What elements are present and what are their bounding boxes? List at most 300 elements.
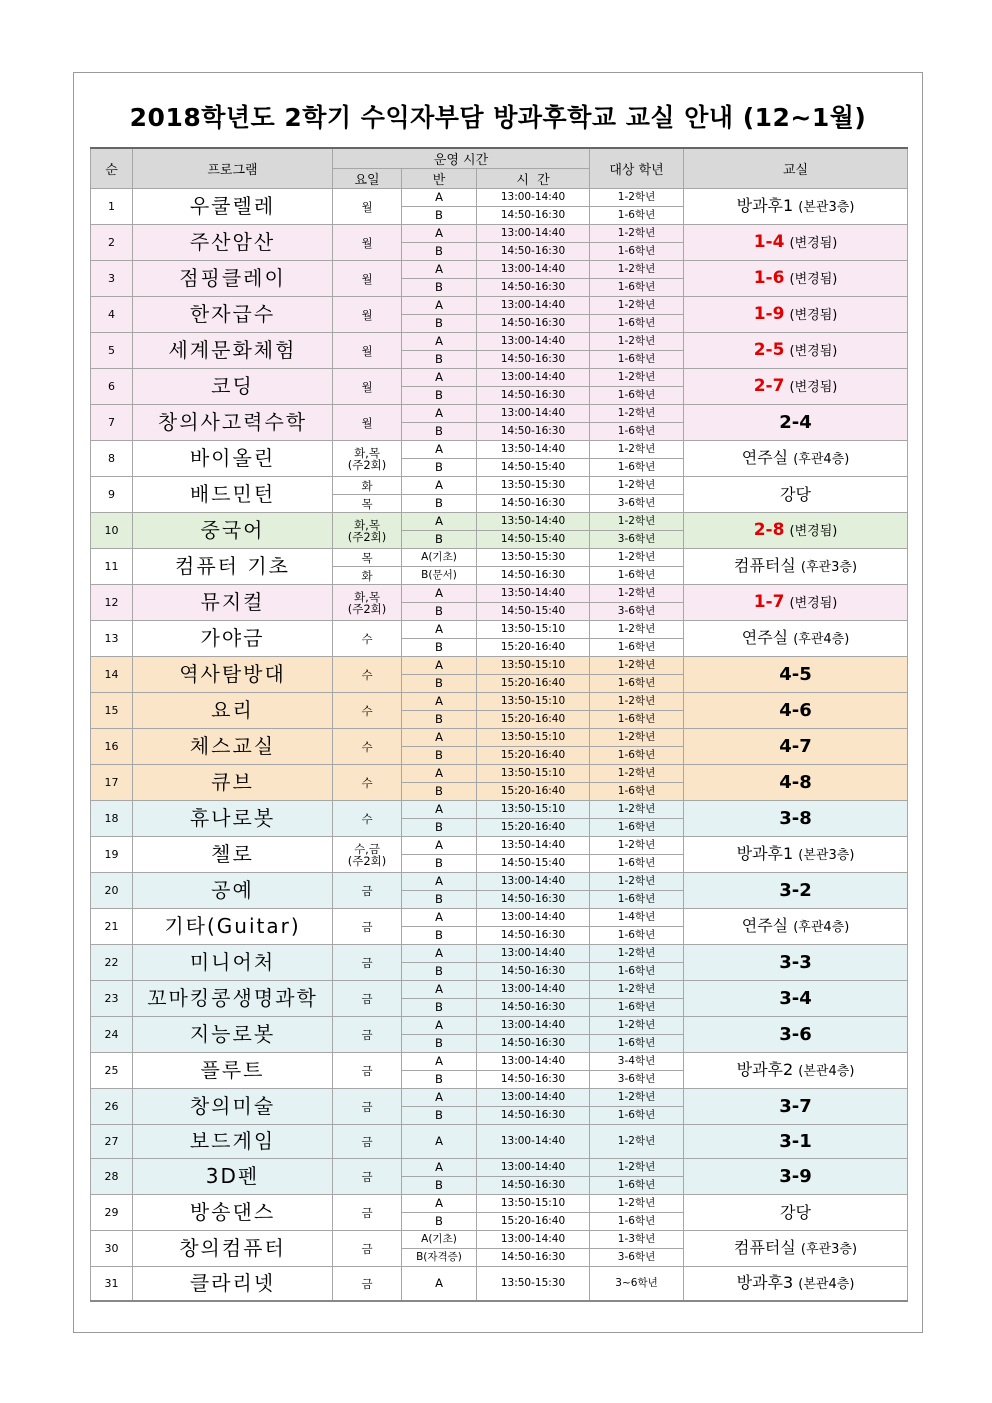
room-number: 1-9 bbox=[753, 304, 785, 324]
room-cell bbox=[684, 225, 908, 261]
grade-cell: 1-6학년 bbox=[590, 711, 684, 729]
class-cell: A bbox=[402, 513, 477, 531]
table-row bbox=[91, 837, 908, 855]
table-row bbox=[91, 1017, 908, 1035]
time-cell: 14:50-16:30 bbox=[477, 1035, 590, 1053]
time-cell: 13:50-14:40 bbox=[477, 441, 590, 459]
grade-cell: 1-6학년 bbox=[590, 459, 684, 477]
day-cell: 화,목 (주2회) bbox=[333, 513, 402, 549]
room-cell bbox=[684, 189, 908, 225]
table-row bbox=[91, 693, 908, 711]
program-name: 세계문화체험 bbox=[133, 333, 333, 369]
program-name: 기타(Guitar) bbox=[133, 909, 333, 945]
grade-cell: 1-2학년 bbox=[590, 549, 684, 567]
table-row bbox=[91, 945, 908, 963]
row-number: 31 bbox=[91, 1267, 133, 1302]
time-cell: 13:00-14:40 bbox=[477, 1053, 590, 1071]
row-number: 21 bbox=[91, 909, 133, 945]
room-cell bbox=[684, 621, 908, 657]
grade-cell: 1-6학년 bbox=[590, 1035, 684, 1053]
table-row bbox=[91, 765, 908, 783]
day-cell: 수 bbox=[333, 693, 402, 729]
row-number: 13 bbox=[91, 621, 133, 657]
header-day: 요일 bbox=[333, 169, 402, 189]
room-cell bbox=[684, 549, 908, 585]
table-row bbox=[91, 369, 908, 387]
grade-cell: 1-2학년 bbox=[590, 225, 684, 243]
class-cell: A bbox=[402, 1159, 477, 1177]
room-name: 강당 bbox=[780, 485, 811, 504]
schedule-table bbox=[90, 147, 908, 1302]
grade-cell: 1-4학년 bbox=[590, 909, 684, 927]
class-cell: A bbox=[402, 657, 477, 675]
time-cell: 13:50-15:30 bbox=[477, 1267, 590, 1302]
program-name: 공예 bbox=[133, 873, 333, 909]
program-name: 한자급수 bbox=[133, 297, 333, 333]
time-cell: 13:50-15:30 bbox=[477, 477, 590, 495]
class-cell: B bbox=[402, 495, 477, 513]
class-cell: B bbox=[402, 603, 477, 621]
room-location: (본관4층) bbox=[798, 1064, 855, 1079]
class-cell: A bbox=[402, 1053, 477, 1071]
day-cell: 화 bbox=[333, 567, 402, 585]
table-row bbox=[91, 621, 908, 639]
class-cell: B bbox=[402, 783, 477, 801]
header-time: 시 간 bbox=[477, 169, 590, 189]
class-cell: B bbox=[402, 1035, 477, 1053]
time-cell: 13:50-15:10 bbox=[477, 765, 590, 783]
time-cell: 15:20-16:40 bbox=[477, 711, 590, 729]
row-number: 29 bbox=[91, 1195, 133, 1231]
day-cell: 금 bbox=[333, 909, 402, 945]
class-cell: A bbox=[402, 693, 477, 711]
time-cell: 13:00-14:40 bbox=[477, 1159, 590, 1177]
class-cell: A bbox=[402, 297, 477, 315]
room-number: 3-3 bbox=[779, 952, 812, 973]
class-cell: B bbox=[402, 207, 477, 225]
row-number: 20 bbox=[91, 873, 133, 909]
time-cell: 15:20-16:40 bbox=[477, 639, 590, 657]
program-name: 바이올린 bbox=[133, 441, 333, 477]
grade-cell: 1-2학년 bbox=[590, 513, 684, 531]
room-number: 3-1 bbox=[779, 1131, 812, 1152]
table-row bbox=[91, 261, 908, 279]
day-cell: 수 bbox=[333, 657, 402, 693]
time-cell: 13:50-14:40 bbox=[477, 513, 590, 531]
room-name: 연주실 bbox=[741, 916, 789, 935]
day-cell: 월 bbox=[333, 261, 402, 297]
program-name: 첼로 bbox=[133, 837, 333, 873]
time-cell: 13:00-14:40 bbox=[477, 369, 590, 387]
room-name: 강당 bbox=[780, 1203, 811, 1222]
class-cell: B bbox=[402, 1213, 477, 1231]
grade-cell: 1-2학년 bbox=[590, 801, 684, 819]
grade-cell: 1-2학년 bbox=[590, 837, 684, 855]
row-number: 6 bbox=[91, 369, 133, 405]
room-name: 컴퓨터실 bbox=[734, 1238, 796, 1257]
day-cell: 수 bbox=[333, 729, 402, 765]
table-row bbox=[91, 225, 908, 243]
row-number: 8 bbox=[91, 441, 133, 477]
class-cell: A bbox=[402, 477, 477, 495]
grade-cell: 1-6학년 bbox=[590, 279, 684, 297]
room-cell bbox=[684, 1017, 908, 1053]
room-cell bbox=[684, 837, 908, 873]
table-row bbox=[91, 1089, 908, 1107]
grade-cell: 1-2학년 bbox=[590, 441, 684, 459]
table-row bbox=[91, 405, 908, 423]
day-cell: 월 bbox=[333, 405, 402, 441]
program-name: 컴퓨터 기초 bbox=[133, 549, 333, 585]
class-cell: B bbox=[402, 1107, 477, 1125]
time-cell: 14:50-16:30 bbox=[477, 1071, 590, 1089]
class-cell: B bbox=[402, 747, 477, 765]
room-cell bbox=[684, 477, 908, 513]
program-name: 플루트 bbox=[133, 1053, 333, 1089]
room-number: 2-5 bbox=[753, 340, 785, 360]
room-cell bbox=[684, 513, 908, 549]
program-name: 지능로봇 bbox=[133, 1017, 333, 1053]
class-cell: B bbox=[402, 279, 477, 297]
room-number: 2-4 bbox=[779, 412, 812, 433]
row-number: 5 bbox=[91, 333, 133, 369]
room-number: 3-7 bbox=[779, 1096, 812, 1117]
room-cell bbox=[684, 1053, 908, 1089]
class-cell: B bbox=[402, 1071, 477, 1089]
table-row bbox=[91, 729, 908, 747]
time-cell: 14:50-16:30 bbox=[477, 927, 590, 945]
room-location: (본관3층) bbox=[798, 848, 855, 863]
day-cell: 금 bbox=[333, 1267, 402, 1302]
grade-cell: 1-2학년 bbox=[590, 189, 684, 207]
room-cell bbox=[684, 1159, 908, 1195]
row-number: 19 bbox=[91, 837, 133, 873]
room-changed-note: (변경됨) bbox=[789, 272, 838, 287]
day-cell: 화 bbox=[333, 477, 402, 495]
room-cell bbox=[684, 441, 908, 477]
program-name: 3D펜 bbox=[133, 1159, 333, 1195]
room-location: (후관4층) bbox=[793, 920, 850, 935]
day-cell: 화,목 (주2회) bbox=[333, 585, 402, 621]
row-number: 24 bbox=[91, 1017, 133, 1053]
grade-cell: 1-2학년 bbox=[590, 693, 684, 711]
program-name: 요리 bbox=[133, 693, 333, 729]
day-cell: 금 bbox=[333, 1231, 402, 1267]
grade-cell: 1-6학년 bbox=[590, 567, 684, 585]
row-number: 3 bbox=[91, 261, 133, 297]
time-cell: 14:50-15:40 bbox=[477, 603, 590, 621]
grade-cell: 1-2학년 bbox=[590, 765, 684, 783]
class-cell: B bbox=[402, 711, 477, 729]
room-number: 3-2 bbox=[779, 880, 812, 901]
room-number: 2-8 bbox=[753, 520, 785, 540]
room-name: 방과후1 bbox=[736, 196, 794, 215]
day-cell: 월 bbox=[333, 297, 402, 333]
room-number: 3-4 bbox=[779, 988, 812, 1009]
class-cell: B bbox=[402, 927, 477, 945]
row-number: 23 bbox=[91, 981, 133, 1017]
class-cell: A bbox=[402, 981, 477, 999]
program-name: 가야금 bbox=[133, 621, 333, 657]
day-cell: 화,목 (주2회) bbox=[333, 441, 402, 477]
grade-cell: 1-6학년 bbox=[590, 423, 684, 441]
time-cell: 13:00-14:40 bbox=[477, 945, 590, 963]
class-cell: B bbox=[402, 387, 477, 405]
room-name: 방과후3 bbox=[736, 1273, 794, 1292]
time-cell: 15:20-16:40 bbox=[477, 783, 590, 801]
grade-cell: 1-6학년 bbox=[590, 963, 684, 981]
grade-cell: 1-6학년 bbox=[590, 639, 684, 657]
time-cell: 15:20-16:40 bbox=[477, 747, 590, 765]
program-name: 중국어 bbox=[133, 513, 333, 549]
room-name: 연주실 bbox=[741, 448, 789, 467]
time-cell: 13:50-15:10 bbox=[477, 621, 590, 639]
time-cell: 13:00-14:40 bbox=[477, 189, 590, 207]
time-cell: 15:20-16:40 bbox=[477, 819, 590, 837]
table-row bbox=[91, 801, 908, 819]
table-row bbox=[91, 981, 908, 999]
grade-cell: 1-6학년 bbox=[590, 891, 684, 909]
grade-cell: 1-6학년 bbox=[590, 315, 684, 333]
day-cell: 금 bbox=[333, 945, 402, 981]
row-number: 7 bbox=[91, 405, 133, 441]
time-cell: 14:50-16:30 bbox=[477, 315, 590, 333]
class-cell: A bbox=[402, 1195, 477, 1213]
class-cell: A bbox=[402, 621, 477, 639]
room-number: 2-7 bbox=[753, 376, 785, 396]
day-cell: 월 bbox=[333, 225, 402, 261]
time-cell: 14:50-16:30 bbox=[477, 1107, 590, 1125]
class-cell: B bbox=[402, 819, 477, 837]
room-cell bbox=[684, 981, 908, 1017]
grade-cell: 1-2학년 bbox=[590, 1195, 684, 1213]
day-cell: 수 bbox=[333, 801, 402, 837]
day-cell: 수,금 (주2회) bbox=[333, 837, 402, 873]
class-cell: B bbox=[402, 891, 477, 909]
day-cell: 목 bbox=[333, 495, 402, 513]
program-name: 큐브 bbox=[133, 765, 333, 801]
grade-cell: 3-6학년 bbox=[590, 603, 684, 621]
time-cell: 14:50-16:30 bbox=[477, 567, 590, 585]
header-program: 프로그램 bbox=[133, 148, 333, 189]
class-cell: B bbox=[402, 315, 477, 333]
program-name: 창의미술 bbox=[133, 1089, 333, 1125]
program-name: 꼬마킹콩생명과학 bbox=[133, 981, 333, 1017]
header-grade: 대상 학년 bbox=[590, 148, 684, 189]
room-cell bbox=[684, 1195, 908, 1231]
program-name: 창의사고력수학 bbox=[133, 405, 333, 441]
room-location: (후관4층) bbox=[793, 452, 850, 467]
grade-cell: 3~6학년 bbox=[590, 1267, 684, 1302]
time-cell: 13:50-15:10 bbox=[477, 693, 590, 711]
program-name: 코딩 bbox=[133, 369, 333, 405]
time-cell: 13:00-14:40 bbox=[477, 873, 590, 891]
room-cell bbox=[684, 369, 908, 405]
time-cell: 14:50-16:30 bbox=[477, 1177, 590, 1195]
program-name: 클라리넷 bbox=[133, 1267, 333, 1302]
grade-cell: 1-6학년 bbox=[590, 747, 684, 765]
class-cell: A bbox=[402, 585, 477, 603]
room-cell bbox=[684, 297, 908, 333]
class-cell: B(문서) bbox=[402, 567, 477, 585]
grade-cell: 1-6학년 bbox=[590, 927, 684, 945]
class-cell: B bbox=[402, 459, 477, 477]
program-name: 우쿨렐레 bbox=[133, 189, 333, 225]
grade-cell: 1-2학년 bbox=[590, 873, 684, 891]
table-row bbox=[91, 1195, 908, 1213]
grade-cell: 1-2학년 bbox=[590, 981, 684, 999]
room-cell bbox=[684, 333, 908, 369]
day-cell: 월 bbox=[333, 189, 402, 225]
time-cell: 14:50-16:30 bbox=[477, 891, 590, 909]
day-cell: 금 bbox=[333, 1195, 402, 1231]
table-row bbox=[91, 549, 908, 567]
grade-cell: 1-2학년 bbox=[590, 1125, 684, 1159]
class-cell: A(기초) bbox=[402, 549, 477, 567]
table-row bbox=[91, 189, 908, 207]
header-run-time: 운영 시간 bbox=[333, 148, 590, 169]
room-number: 1-4 bbox=[753, 232, 785, 252]
time-cell: 13:50-15:30 bbox=[477, 549, 590, 567]
room-cell bbox=[684, 657, 908, 693]
grade-cell: 1-6학년 bbox=[590, 1213, 684, 1231]
day-cell: 수 bbox=[333, 621, 402, 657]
table-row bbox=[91, 1231, 908, 1249]
day-cell: 금 bbox=[333, 1089, 402, 1125]
time-cell: 13:00-14:40 bbox=[477, 1017, 590, 1035]
room-number: 3-9 bbox=[779, 1166, 812, 1187]
room-number: 4-5 bbox=[779, 664, 812, 685]
room-location: (후관3층) bbox=[800, 560, 858, 575]
table-header bbox=[91, 148, 908, 189]
day-cell: 목 bbox=[333, 549, 402, 567]
program-name: 방송댄스 bbox=[133, 1195, 333, 1231]
grade-cell: 1-2학년 bbox=[590, 657, 684, 675]
room-cell bbox=[684, 873, 908, 909]
room-number: 4-6 bbox=[779, 700, 812, 721]
class-cell: A bbox=[402, 405, 477, 423]
class-cell: A(기초) bbox=[402, 1231, 477, 1249]
room-location: (후관3층) bbox=[800, 1242, 858, 1257]
program-name: 배드민턴 bbox=[133, 477, 333, 513]
day-cell: 금 bbox=[333, 1053, 402, 1089]
row-number: 15 bbox=[91, 693, 133, 729]
row-number: 14 bbox=[91, 657, 133, 693]
time-cell: 15:20-16:40 bbox=[477, 675, 590, 693]
room-cell bbox=[684, 729, 908, 765]
room-cell bbox=[684, 945, 908, 981]
class-cell: B bbox=[402, 855, 477, 873]
room-name: 컴퓨터실 bbox=[734, 556, 796, 575]
table-row bbox=[91, 1053, 908, 1071]
time-cell: 15:20-16:40 bbox=[477, 1213, 590, 1231]
grade-cell: 1-2학년 bbox=[590, 1017, 684, 1035]
class-cell: A bbox=[402, 801, 477, 819]
header-class: 반 bbox=[402, 169, 477, 189]
grade-cell: 1-2학년 bbox=[590, 405, 684, 423]
time-cell: 14:50-16:30 bbox=[477, 495, 590, 513]
time-cell: 14:50-15:40 bbox=[477, 459, 590, 477]
room-cell bbox=[684, 1267, 908, 1302]
table-row bbox=[91, 441, 908, 459]
grade-cell: 1-6학년 bbox=[590, 1107, 684, 1125]
room-number: 1-7 bbox=[753, 592, 785, 612]
time-cell: 14:50-16:30 bbox=[477, 243, 590, 261]
room-number: 4-8 bbox=[779, 772, 812, 793]
table-body bbox=[91, 189, 908, 1302]
class-cell: B(자격증) bbox=[402, 1249, 477, 1267]
grade-cell: 1-6학년 bbox=[590, 387, 684, 405]
row-number: 28 bbox=[91, 1159, 133, 1195]
time-cell: 14:50-16:30 bbox=[477, 279, 590, 297]
table-row bbox=[91, 333, 908, 351]
grade-cell: 1-2학년 bbox=[590, 1089, 684, 1107]
class-cell: B bbox=[402, 675, 477, 693]
class-cell: A bbox=[402, 225, 477, 243]
class-cell: A bbox=[402, 729, 477, 747]
class-cell: A bbox=[402, 1017, 477, 1035]
grade-cell: 1-6학년 bbox=[590, 999, 684, 1017]
page-title: 2018학년도 2학기 수익자부담 방과후학교 교실 안내 (12~1월) bbox=[129, 103, 867, 132]
time-cell: 13:00-14:40 bbox=[477, 405, 590, 423]
row-number: 18 bbox=[91, 801, 133, 837]
class-cell: A bbox=[402, 765, 477, 783]
row-number: 17 bbox=[91, 765, 133, 801]
row-number: 12 bbox=[91, 585, 133, 621]
time-cell: 13:00-14:40 bbox=[477, 1089, 590, 1107]
grade-cell: 3-6학년 bbox=[590, 1249, 684, 1267]
grade-cell: 1-2학년 bbox=[590, 369, 684, 387]
grade-cell: 1-6학년 bbox=[590, 783, 684, 801]
time-cell: 14:50-16:30 bbox=[477, 999, 590, 1017]
class-cell: B bbox=[402, 999, 477, 1017]
grade-cell: 1-6학년 bbox=[590, 351, 684, 369]
row-number: 2 bbox=[91, 225, 133, 261]
grade-cell: 3-4학년 bbox=[590, 1053, 684, 1071]
grade-cell: 1-2학년 bbox=[590, 729, 684, 747]
room-location: (후관4층) bbox=[793, 632, 850, 647]
room-changed-note: (변경됨) bbox=[789, 236, 838, 251]
class-cell: A bbox=[402, 333, 477, 351]
time-cell: 13:00-14:40 bbox=[477, 1125, 590, 1159]
grade-cell: 3-6학년 bbox=[590, 1071, 684, 1089]
program-name: 뮤지컬 bbox=[133, 585, 333, 621]
room-changed-note: (변경됨) bbox=[789, 380, 838, 395]
day-cell: 금 bbox=[333, 981, 402, 1017]
grade-cell: 1-2학년 bbox=[590, 621, 684, 639]
grade-cell: 1-3학년 bbox=[590, 1231, 684, 1249]
grade-cell: 1-6학년 bbox=[590, 243, 684, 261]
class-cell: A bbox=[402, 261, 477, 279]
class-cell: A bbox=[402, 369, 477, 387]
time-cell: 13:50-14:40 bbox=[477, 585, 590, 603]
class-cell: A bbox=[402, 1089, 477, 1107]
program-name: 역사탐방대 bbox=[133, 657, 333, 693]
program-name: 점핑클레이 bbox=[133, 261, 333, 297]
grade-cell: 3-6학년 bbox=[590, 495, 684, 513]
time-cell: 14:50-15:40 bbox=[477, 531, 590, 549]
room-cell bbox=[684, 765, 908, 801]
row-number: 4 bbox=[91, 297, 133, 333]
table-row bbox=[91, 873, 908, 891]
room-cell bbox=[684, 1231, 908, 1267]
row-number: 9 bbox=[91, 477, 133, 513]
table-row bbox=[91, 1267, 908, 1302]
time-cell: 14:50-16:30 bbox=[477, 387, 590, 405]
program-name: 휴나로봇 bbox=[133, 801, 333, 837]
time-cell: 13:50-15:10 bbox=[477, 801, 590, 819]
room-number: 3-6 bbox=[779, 1024, 812, 1045]
